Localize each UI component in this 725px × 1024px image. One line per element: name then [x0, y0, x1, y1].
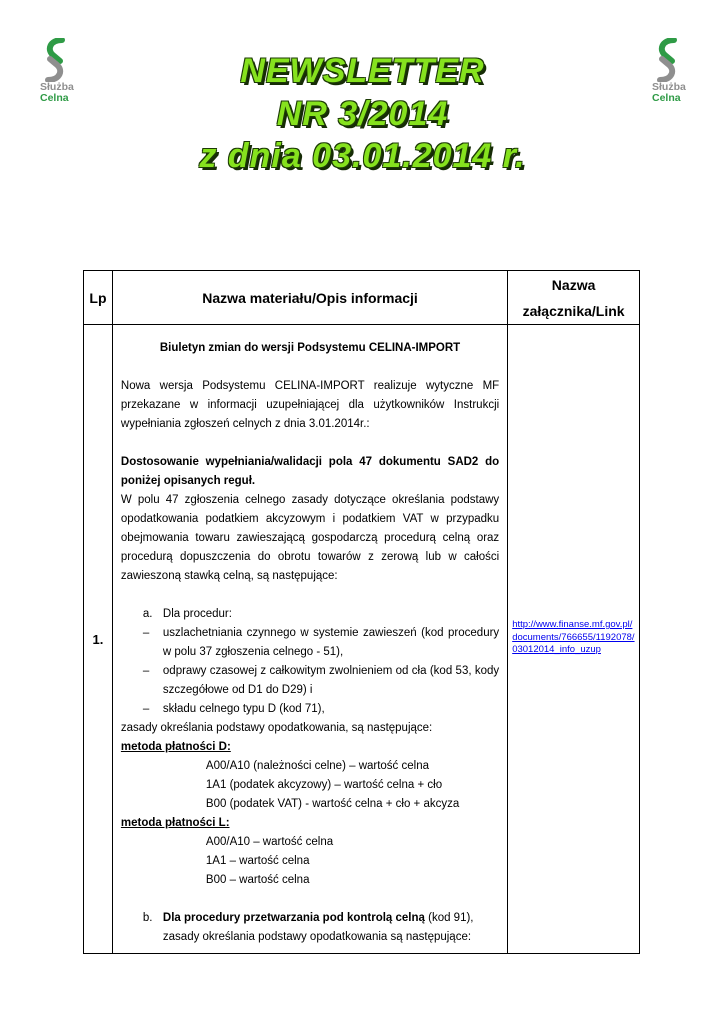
- dash-item-3-text: składu celnego typu D (kod 71),: [162, 703, 325, 715]
- bulletin-heading: Biuletyn zmian do wersji Podsystemu CELINA-IMPORT: [159, 342, 461, 354]
- method-l-line2: 1A1 – wartość celna: [205, 855, 310, 867]
- logo-text-line2: Celna: [652, 92, 681, 104]
- item-b-marker: b.: [142, 912, 153, 924]
- newsletter-number: NR 3/2014: [276, 95, 449, 133]
- attachment-cell: [508, 325, 640, 954]
- attachment-link[interactable]: http://www.finanse.mf.gov.pl/documents/766655/1192078/03012014_info_uzup: [512, 619, 635, 655]
- header-name: Nazwa materiału/Opis informacji: [112, 271, 507, 325]
- logo-text-line1: Służba: [40, 81, 74, 93]
- dash-marker: –: [142, 627, 150, 639]
- dash-item-1: [121, 624, 499, 662]
- item-a-text: Dla procedur:: [162, 608, 232, 620]
- rules-intro: zasady określania podstawy opodatkowania, są następujące:: [120, 722, 433, 734]
- row-content: [112, 325, 507, 954]
- table-row: [84, 325, 640, 954]
- header-lp: Lp: [84, 271, 113, 325]
- method-d-label: metoda płatności D:: [120, 741, 231, 753]
- item-a-marker: a.: [142, 608, 153, 620]
- dash-item-2: [121, 662, 499, 700]
- field47-paragraph: W polu 47 zgłoszenia celnego zasady dotyczące określania podstawy opodatkowania podatkiem akcyzowym i podatkiem VAT w przypadku obejmowania towaru zawieszającą gospodarczą procedurą celną oraz procedurą dopuszczenia do obrotu towarów z zerową lub w całości zawieszoną stawką celną, są następujące:: [120, 494, 500, 582]
- logo-text-line2: Celna: [40, 92, 69, 104]
- dash-item-3: [121, 700, 499, 719]
- dash-marker: –: [142, 665, 150, 677]
- method-l-line3: B00 – wartość celna: [205, 874, 310, 886]
- item-b-rest: (kod 91), zasady określania podstawy opodatkowania są następujące:: [162, 912, 474, 943]
- newsletter-title: NEWSLETTER: [240, 52, 485, 90]
- newsletter-table: [83, 270, 640, 954]
- newsletter-date: z dnia 03.01.2014 r.: [199, 137, 526, 175]
- method-l-label: metoda płatności L:: [120, 817, 230, 829]
- header-attachment-line2: załącznika/Link: [522, 302, 625, 319]
- item-a: [121, 605, 499, 624]
- method-d-line2: 1A1 (podatek akcyzowy) – wartość celna + cło: [205, 779, 443, 791]
- item-b-bold: Dla procedury przetwarzania pod kontrolą celną: [162, 912, 425, 924]
- dash-item-2-text: odprawy czasowej z całkowitym zwolnieniem od cła (kod 53, kody szczegółowe od D1 do D29) i: [162, 665, 500, 696]
- table-header-row: [84, 271, 640, 325]
- intro-paragraph: Nowa wersja Podsystemu CELINA-IMPORT realizuje wytyczne MF przekazane w informacji uzupełniającej dla użytkowników Instrukcji wypełniania zgłoszeń celnych z dnia 3.01.2014r.:: [120, 380, 500, 430]
- method-l-line1: A00/A10 – wartość celna: [205, 836, 334, 848]
- bold-heading: Dostosowanie wypełniania/walidacji pola 47 dokumentu SAD2 do poniżej opisanych reguł.: [120, 456, 500, 487]
- row-number: 1.: [84, 325, 113, 954]
- logo-text-line1: Służba: [652, 81, 686, 93]
- method-d-line3: B00 (podatek VAT) - wartość celna + cło + akcyza: [205, 798, 460, 810]
- item-b: [121, 909, 499, 947]
- dash-marker: –: [142, 703, 150, 715]
- method-d-line1: A00/A10 (należności celne) – wartość celna: [205, 760, 429, 772]
- header-attachment-line1: Nazwa: [551, 276, 596, 293]
- header-attachment: [508, 271, 640, 325]
- dash-item-1-text: uszlachetniania czynnego w systemie zawieszeń (kod procedury w polu 37 zgłoszenia celnego - 51),: [162, 627, 500, 658]
- item-b-text: [163, 909, 499, 947]
